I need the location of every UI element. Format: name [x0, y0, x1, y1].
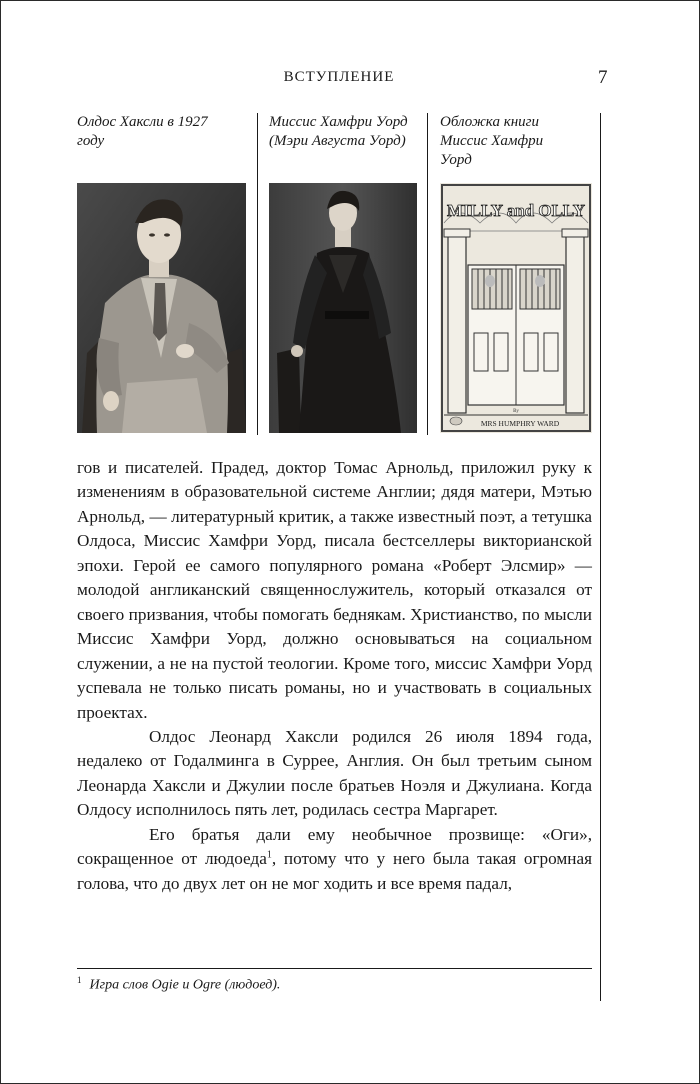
figure-caption-huxley: Олдос Хаксли в 1927 году	[77, 114, 208, 149]
column-divider	[600, 113, 601, 1001]
footnote-text: Игра слов Ogie и Ogre (людоед).	[89, 977, 281, 993]
body-text	[77, 456, 592, 896]
cover-author: MRS HUMPHRY WARD	[480, 419, 560, 428]
figure-caption-ward: Миссис Хамфри Уорд (Мэри Августа Уорд)	[269, 114, 408, 149]
paragraph: гов и писателей. Прадед, доктор Томас Арнольд, приложил руку к изменениям в образовательной системе Англии; дядя матери, Мэтью Арнольд, — литературный критик, а также известный поэт, а тетушка Олдоса, Миссис Хамфри Уорд, писала бестселлеры викторианской эпохи. Герой ее самого популярного романа «Роберт Элсмир» — молодой англиканский священнослужитель, который отказался от своего призвания, чтобы помогать беднякам. Христианство, по мысли Миссис Хамфри Уорд, должно основываться на социальном служении, а не на пустой теологии. Кроме того, миссис Хамфри Уорд успевала не только писать романы, но и участвовать в социальных проектах.	[77, 458, 592, 722]
cover-by: By	[513, 409, 519, 414]
footnote-separator	[77, 968, 592, 969]
cover-title: MILLY and OLLY	[447, 201, 585, 220]
footnote-marker: 1	[77, 975, 82, 985]
page-number: 7	[598, 67, 608, 88]
column-divider	[257, 113, 258, 435]
paragraph-text: Его братья дали ему необычное прозвище: «Оги», сокращенное от людоеда	[77, 824, 592, 869]
running-head: ВСТУПЛЕНИЕ	[283, 69, 395, 85]
paragraph-text: , потому что у него была такая огромная голова, что до двух лет он не мог ходить и все время падал,	[77, 849, 593, 893]
footnote-reference[interactable]: 1	[266, 849, 272, 861]
ward-portrait-photo	[269, 183, 417, 433]
paragraph	[77, 823, 592, 896]
figure-caption-cover: Обложка книги Миссис Хамфри Уорд	[440, 114, 544, 168]
paragraph: Олдос Леонард Хаксли родился 26 июля 1894 года, недалеко от Годалминга в Суррее, Англия. Он был третьим сыном Леонарда Хаксли и Джулии после братьев Ноэля и Джулиана. Когда Олдосу исполнилось пять лет, родилась сестра Маргарет.	[77, 726, 592, 820]
huxley-portrait-photo	[77, 183, 246, 433]
footnote	[77, 975, 597, 994]
column-divider	[427, 113, 428, 435]
book-cover-image	[440, 183, 592, 433]
